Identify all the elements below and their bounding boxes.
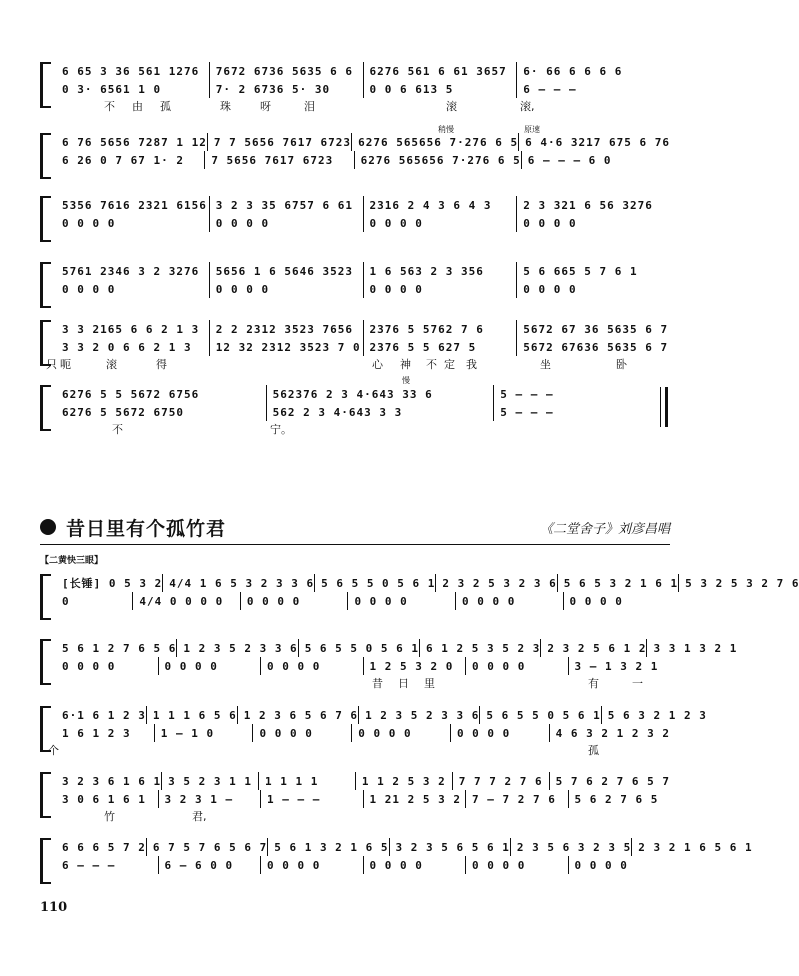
mode-tag: 【二黄快三眼】 [40,556,104,566]
measure: 6276 5 5672 6750 [62,405,184,419]
lyric: 得 [156,358,167,371]
measure: 6 – 6 0 0 [158,856,261,874]
measure: 3 2 3 5 6 5 6 1 [389,838,510,856]
score-system-2 [40,125,670,183]
system-brace [40,196,51,242]
measure: 0 0 0 0 [465,856,568,874]
measure: 6 1 2 5 3 5 2 3 [419,639,540,657]
measure: 1 2 3 5 2 3 3 6 [176,639,297,657]
system-brace [40,838,51,884]
lyrics-line [54,808,670,824]
lyric: 呃 [60,358,71,371]
system-brace [40,772,51,818]
measure: 0 0 0 0 [158,657,261,675]
upper-staff [54,838,753,856]
tempo-mark: 原速 [524,125,540,134]
measure: 0 0 0 0 [209,214,363,232]
lyric: 由 [132,100,143,113]
measure: 562376 2 3 4·643 33 6 [266,385,494,403]
lyric: 竹 [104,810,115,823]
upper-staff [54,574,799,592]
measure: 5 6 3 2 1 2 3 [601,706,707,724]
upper-staff [54,772,670,790]
lyric: 心 [372,358,383,371]
upper-staff [54,196,670,214]
measure: 2376 5 5 627 5 [363,338,517,356]
measure: 7 5656 7617 6723 [204,151,353,169]
measure: 6 65 3 36 561 1276 [62,64,200,78]
measure: 0 0 0 0 [516,214,670,232]
measure: 0 3· 6561 1 0 [62,82,162,96]
measure: 5 6 1 2 7 6 5 6 [62,641,177,655]
measure: 6 26 0 7 67 1· 2 [62,153,184,167]
lyric: 宁。 [270,423,292,436]
system-brace [40,574,51,620]
lyrics-line [54,98,670,114]
system-brace [40,133,51,179]
measure: 6276 561 6 61 3657 [363,62,517,80]
lyrics-line [54,421,670,437]
measure: 0 0 0 0 [347,592,455,610]
measure: 0 0 0 0 [516,280,670,298]
lyric: 定 [444,358,455,371]
measure: 5 6 1 3 2 1 6 5 [267,838,388,856]
score-system-10 [40,772,670,832]
lyric: 昔 [372,677,383,690]
measure: 6276 565656 7·276 6 5 [354,151,521,169]
measure: 3 3 2165 6 6 2 1 3 [62,322,200,336]
measure: 5 – – – [493,403,670,421]
page-number: 110 [40,900,68,915]
measure: 0 0 0 0 [465,657,568,675]
measure: 3 – 1 3 2 1 [568,657,671,675]
measure: 0 0 0 0 [363,214,517,232]
lyric: 滚, [520,100,535,113]
lyric: 不 [112,423,123,436]
measure: 5 6 665 5 7 6 1 [516,262,670,280]
measure: 7 7 7 2 7 6 [452,772,549,790]
measure: 3 3 1 3 2 1 [646,639,737,657]
measure: 0 0 0 0 [62,216,116,230]
system-brace [40,639,51,685]
measure: 5356 7616 2321 6156 [62,198,207,212]
measure: 4/4 1 6 5 3 2 3 3 6 [162,574,314,592]
measure: 5 6 5 5 0 5 6 1 [298,639,419,657]
measure: 0 0 0 0 [62,282,116,296]
lyrics-line [48,742,670,758]
lyric: 珠 [220,100,231,113]
score-system-9 [40,706,707,766]
measure: [长锤] 0 5 3 2 [62,577,163,590]
upper-staff [54,706,707,724]
lyric: 有 [588,677,599,690]
upper-staff [54,62,670,80]
measure: 6·1 6 1 2 3 [62,708,146,722]
score-system-5 [40,320,670,380]
measure: 5656 1 6 5646 3523 [209,262,363,280]
score-system-1 [40,62,670,134]
measure: 0 0 0 0 [252,724,351,742]
measure: 3 2 3 1 – [158,790,261,808]
measure: 0 0 0 0 [260,856,363,874]
lower-staff [54,592,670,610]
measure: 4/4 0 0 0 0 [132,592,240,610]
measure: 0 0 0 0 [351,724,450,742]
measure: 0 0 0 0 [260,657,363,675]
upper-staff [54,320,670,338]
measure: 0 0 0 0 [450,724,549,742]
lyric: 呀 [260,100,271,113]
lyric: 卧 [616,358,627,371]
measure: 5 7 6 2 7 6 5 7 [549,772,670,790]
song-credit: 《二堂舍子》刘彦昌唱 [539,521,670,537]
lyric: 我 [466,358,477,371]
measure: 2 3 2 5 6 1 2 [540,639,646,657]
measure: 5672 67636 5635 6 7 [516,338,670,356]
lower-staff [54,403,670,421]
measure: 6· 66 6 6 6 6 [516,62,670,80]
measure: 2 3 5 6 3 2 3 5 [510,838,631,856]
measure: 0 0 0 0 [240,592,348,610]
measure: 1 2 5 3 2 0 [363,657,466,675]
measure: 5761 2346 3 2 3276 [62,264,200,278]
lower-staff [54,214,670,232]
upper-staff [54,133,670,151]
lyric: 日 [398,677,409,690]
measure: 5 3 2 5 3 2 7 6 [678,574,799,592]
score-system-8 [40,639,738,699]
measure: 0 [62,594,70,608]
bullet-icon [40,519,56,535]
lyric: 孤 [588,744,599,757]
lyric: 神 [400,358,411,371]
lyrics-line [46,356,670,372]
measure: 6 4·6 3217 675 6 76 [518,133,670,151]
tempo-mark: 慢 [402,376,410,385]
measure: 3 2 3 6 1 6 1 [62,774,162,788]
lyric: 一 [632,677,643,690]
lower-staff [54,790,670,808]
measure: 0 0 0 0 [209,280,363,298]
measure: 5 6 5 3 2 1 6 1 [557,574,678,592]
lyric: 泪 [304,100,315,113]
measure: 2376 5 5762 7 6 [363,320,517,338]
measure: 1 1 1 1 [258,772,355,790]
measure: 4 6 3 2 1 2 3 2 [549,724,670,742]
lower-staff [54,338,670,356]
system-brace [40,385,51,431]
measure: 0 0 0 0 [568,856,671,874]
lyric: 不 [104,100,115,113]
measure: 6 – – – 6 0 [521,151,670,169]
lower-staff [54,280,670,298]
lyric: 坐 [540,358,551,371]
measure: 7672 6736 5635 6 6 [209,62,363,80]
lower-staff [54,856,670,874]
measure: 3 0 6 1 6 1 [62,792,146,806]
score-system-3 [40,196,670,246]
measure: 1 – – – [260,790,363,808]
measure: 1 2 3 6 5 6 7 6 [237,706,358,724]
measure: 2 2 2312 3523 7656 [209,320,363,338]
measure: 6 6 6 5 7 2 [62,840,146,854]
measure: 2 3 321 6 56 3276 [516,196,670,214]
measure: 2 3 2 1 6 5 6 1 [631,838,752,856]
lyric: 孤 [160,100,171,113]
lyric: 君, [192,810,207,823]
measure: 1 1 1 6 5 6 [146,706,237,724]
lower-staff [54,657,670,675]
score-system-7 [40,574,799,624]
final-barline [660,387,668,427]
measure: 0 0 0 0 [455,592,563,610]
measure: 0 0 0 0 [563,592,671,610]
measure: 1 1 2 5 3 2 [355,772,452,790]
measure: 1 6 1 2 3 [62,726,131,740]
measure: 3 2 3 35 6757 6 61 [209,196,363,214]
measure: 0 0 0 0 [363,280,517,298]
lyrics-line [54,675,670,691]
measure: 562 2 3 4·643 3 3 [266,403,494,421]
upper-staff [54,385,670,403]
measure: 1 – 1 0 [154,724,253,742]
lyric: 不 [426,358,437,371]
tempo-mark: 稍慢 [438,125,454,134]
lyric: 里 [424,677,435,690]
system-brace [40,262,51,308]
measure: 5672 67 36 5635 6 7 [516,320,670,338]
lyric: 滚 [446,100,457,113]
measure: 5 6 2 7 6 5 [568,790,671,808]
lower-staff [54,151,670,169]
measure: 0 0 0 0 [62,659,116,673]
measure: 3 3 2 0 6 6 2 1 3 [62,340,192,354]
measure: 0 0 6 613 5 [363,80,517,98]
lyric: 只 [46,358,57,371]
measure: 5 6 5 5 0 5 6 1 [479,706,600,724]
song-header [40,510,670,545]
lyric: 个 [48,744,59,757]
measure: 12 32 2312 3523 7 0 [209,338,363,356]
measure: 2 3 2 5 3 2 3 6 [435,574,556,592]
measure: 6 76 5656 7287 1 12 [62,135,207,149]
measure: 1 2 3 5 2 3 3 6 [358,706,479,724]
measure: 2316 2 4 3 6 4 3 [363,196,517,214]
measure: 1 21 2 5 3 2 [363,790,466,808]
measure: 7 7 5656 7617 6723 [207,133,351,151]
lower-staff [54,80,670,98]
system-brace [40,62,51,108]
measure: 6 – – – [62,858,116,872]
measure: 1 6 563 2 3 356 [363,262,517,280]
lyric: 滚 [106,358,117,371]
measure: 6 7 5 7 6 5 6 7 [146,838,267,856]
measure: 7· 2 6736 5· 30 [209,80,363,98]
measure: 7 – 7 2 7 6 [465,790,568,808]
measure: 5 6 5 5 0 5 6 1 [314,574,435,592]
upper-staff [54,639,738,657]
measure: 5 – – – [493,385,670,403]
measure: 6276 5 5 5672 6756 [62,387,200,401]
upper-staff [54,262,670,280]
measure: 0 0 0 0 [363,856,466,874]
song-title: 昔日里有个孤竹君 [66,517,227,540]
score-system-4 [40,262,670,312]
measure: 6276 565656 7·276 6 5 [351,133,518,151]
measure: 3 5 2 3 1 1 [161,772,258,790]
measure: 6 – – – [516,80,670,98]
score-system-6 [40,376,670,445]
score-system-11 [40,838,753,888]
lower-staff [54,724,670,742]
